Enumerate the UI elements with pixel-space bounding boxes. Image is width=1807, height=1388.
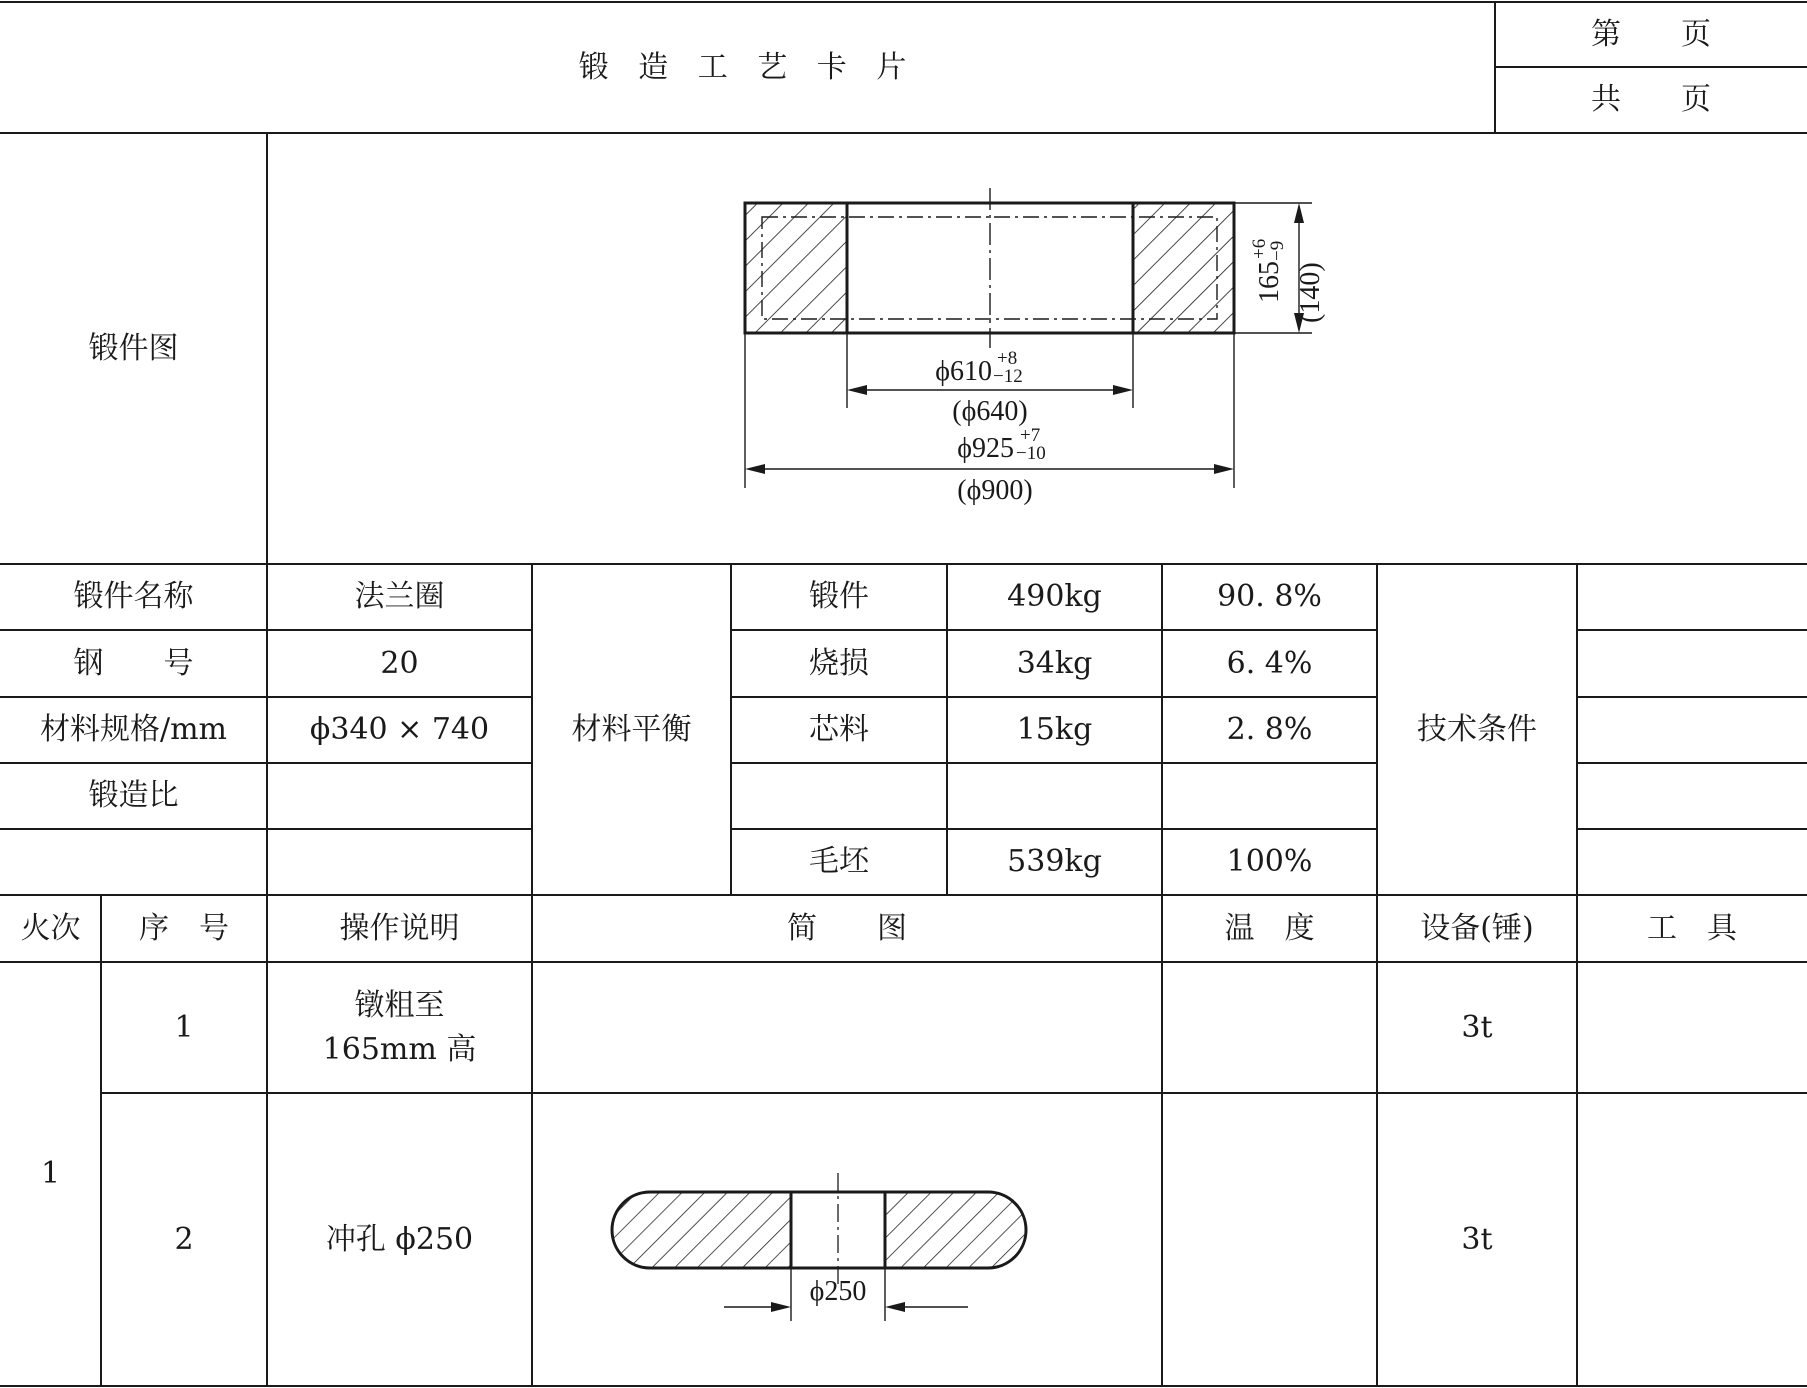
balance-percent: 100%: [1226, 844, 1313, 880]
balance-percent: [1162, 763, 1377, 829]
dim-outer-tol-upper: +7: [1020, 425, 1041, 446]
balance-weight: 539kg: [1007, 844, 1102, 880]
steel-grade-label: 钢 号: [73, 645, 194, 681]
material-spec-value: ϕ340 × 740: [309, 712, 490, 748]
col-temp-header: 温 度: [1224, 910, 1315, 946]
card-title: 锻 造 工 艺 卡 片: [578, 49, 917, 85]
balance-percent: 2. 8%: [1226, 712, 1313, 748]
forging-ratio-value: [267, 763, 532, 829]
balance-item: 烧损: [809, 645, 869, 681]
balance-item: 锻件: [809, 579, 869, 615]
heat-number: 1: [40, 1156, 61, 1192]
op-seq: 2: [174, 1221, 194, 1257]
material-balance-label: 材料平衡: [571, 711, 692, 747]
op-equip: 3t: [1461, 1221, 1493, 1257]
steel-grade-value: 20: [380, 645, 419, 681]
dim-height-tol-lower: −9: [1267, 240, 1288, 261]
balance-percent: 6. 4%: [1226, 645, 1313, 681]
page-number-label: 第 页: [1591, 16, 1711, 52]
dim-inner-nominal: (ϕ640): [952, 396, 1028, 427]
total-pages-label: 共 页: [1591, 82, 1711, 118]
op-desc: 冲孔 ϕ250: [325, 1221, 474, 1257]
col-heat-header: 火次: [20, 910, 81, 946]
op-equip: 3t: [1461, 1009, 1493, 1045]
balance-weight: [947, 763, 1162, 829]
tech-conditions-label: 技术条件: [1417, 711, 1537, 747]
col-equip-header: 设备(锤): [1420, 910, 1534, 946]
forging-section: [745, 188, 1234, 348]
forging-drawing-label: 锻件图: [88, 330, 179, 366]
balance-item: 毛坯: [809, 844, 869, 880]
dim-outer-nominal: (ϕ900): [957, 475, 1033, 506]
punched-billet: [612, 1173, 1026, 1287]
balance-weight: 490kg: [1007, 579, 1102, 615]
col-seq-header: 序 号: [139, 910, 229, 946]
forging-ratio-label: 锻造比: [88, 778, 179, 814]
op-seq: 1: [174, 1009, 194, 1045]
col-tool-header: 工 具: [1647, 910, 1737, 946]
punch-diameter-label: ϕ250: [809, 1276, 867, 1307]
forging-name-label: 锻件名称: [73, 579, 194, 615]
balance-item: 芯料: [809, 712, 869, 748]
col-sketch-header: 简 图: [787, 910, 907, 946]
dim-height-nominal: (140): [1295, 262, 1326, 323]
balance-item: [731, 763, 947, 829]
dim-outer-diameter: ϕ925: [957, 433, 1014, 464]
dim-inner-tol-upper: +8: [997, 348, 1018, 369]
forging-drawing: [267, 133, 1807, 564]
punching-sketch: [532, 1093, 1162, 1386]
balance-weight: 15kg: [1016, 712, 1093, 748]
dim-inner-diameter: ϕ610: [935, 356, 992, 387]
balance-percent: 90. 8%: [1217, 579, 1322, 615]
material-spec-label: 材料规格/mm: [39, 712, 227, 748]
dim-height-tol-upper: +6: [1249, 238, 1270, 259]
dim-outer-tol-lower: −10: [1016, 443, 1046, 464]
forging-name-value: 法兰圈: [354, 579, 445, 615]
col-desc-header: 操作说明: [339, 910, 460, 946]
dim-height: 165: [1254, 261, 1285, 303]
balance-weight: 34kg: [1016, 645, 1093, 681]
dim-inner-tol-lower: −12: [993, 366, 1023, 387]
op-desc: 镦粗至 165mm 高: [322, 988, 477, 1067]
